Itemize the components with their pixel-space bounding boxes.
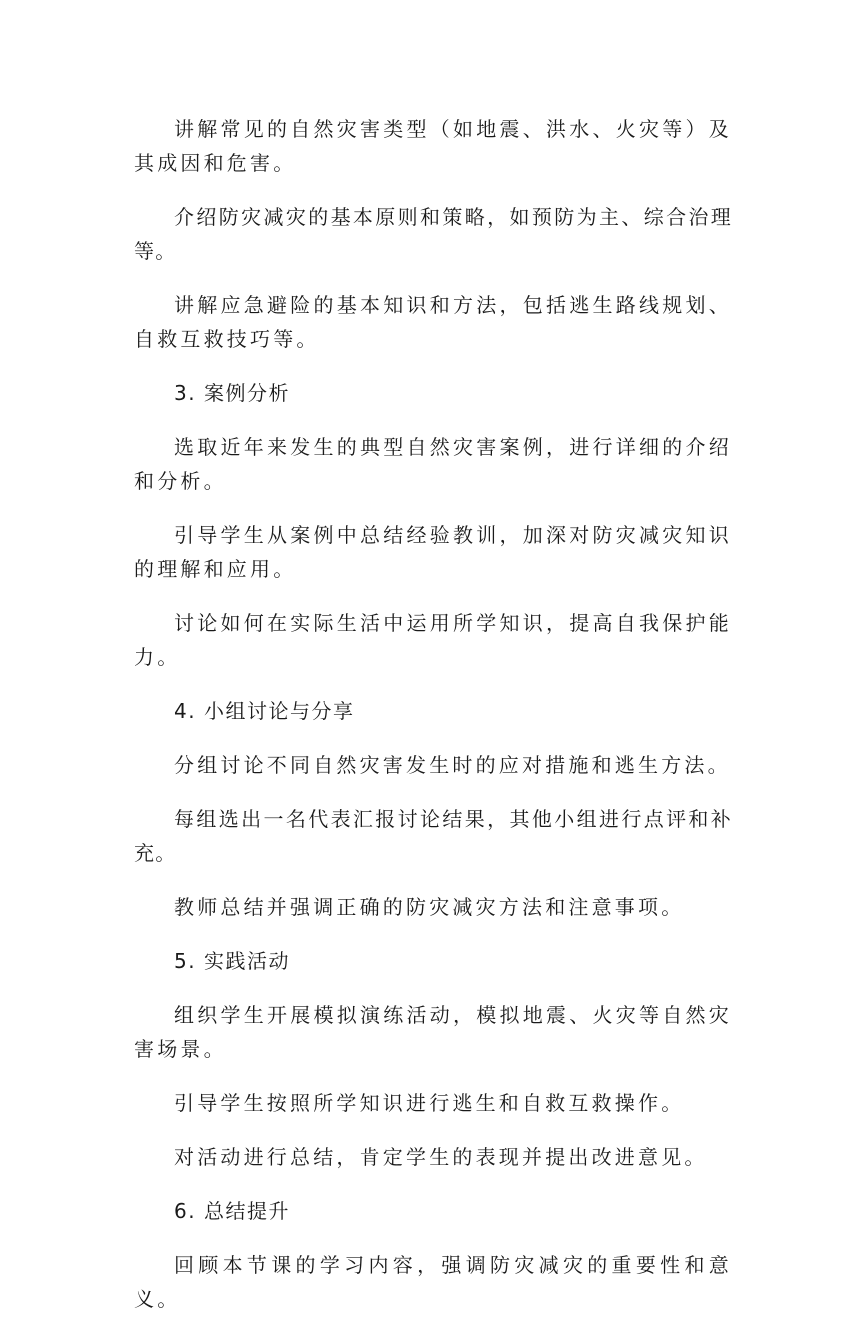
section-heading-summary: 6. 总结提升 (174, 1199, 290, 1223)
section-heading-group-discussion: 4. 小组讨论与分享 (174, 699, 355, 723)
paragraph-teacher-summary: 教师总结并强调正确的防灾减灾方法和注意事项。 (174, 895, 685, 919)
paragraph-drill: 组织学生开展模拟演练活动，模拟地震、火灾等自然灾害场景。 (134, 1003, 732, 1061)
section-heading-practice: 5. 实践活动 (174, 949, 290, 973)
paragraph-group-report: 每组选出一名代表汇报讨论结果，其他小组进行点评和补充。 (134, 807, 732, 865)
paragraph-principles: 介绍防灾减灾的基本原则和策略，如预防为主、综合治理等。 (134, 205, 732, 263)
paragraph-select-cases: 选取近年来发生的典型自然灾害案例，进行详细的介绍和分析。 (134, 435, 732, 493)
paragraph-apply-knowledge: 讨论如何在实际生活中运用所学知识，提高自我保护能力。 (134, 611, 732, 669)
paragraph-group-measures: 分组讨论不同自然灾害发生时的应对措施和逃生方法。 (174, 753, 731, 777)
paragraph-activity-review: 对活动进行总结，肯定学生的表现并提出改进意见。 (174, 1145, 708, 1169)
section-heading-case-analysis: 3. 案例分析 (174, 381, 290, 405)
paragraph-emergency-knowledge: 讲解应急避险的基本知识和方法，包括逃生路线规划、自救互救技巧等。 (134, 293, 732, 351)
document-body (134, 112, 732, 1336)
paragraph-review-content: 回顾本节课的学习内容，强调防灾减灾的重要性和意义。 (134, 1253, 732, 1311)
paragraph-escape-operation: 引导学生按照所学知识进行逃生和自救互救操作。 (174, 1091, 685, 1115)
paragraph-lessons: 引导学生从案例中总结经验教训，加深对防灾减灾知识的理解和应用。 (134, 523, 732, 581)
paragraph-disaster-types: 讲解常见的自然灾害类型（如地震、洪水、火灾等）及其成因和危害。 (134, 117, 732, 175)
